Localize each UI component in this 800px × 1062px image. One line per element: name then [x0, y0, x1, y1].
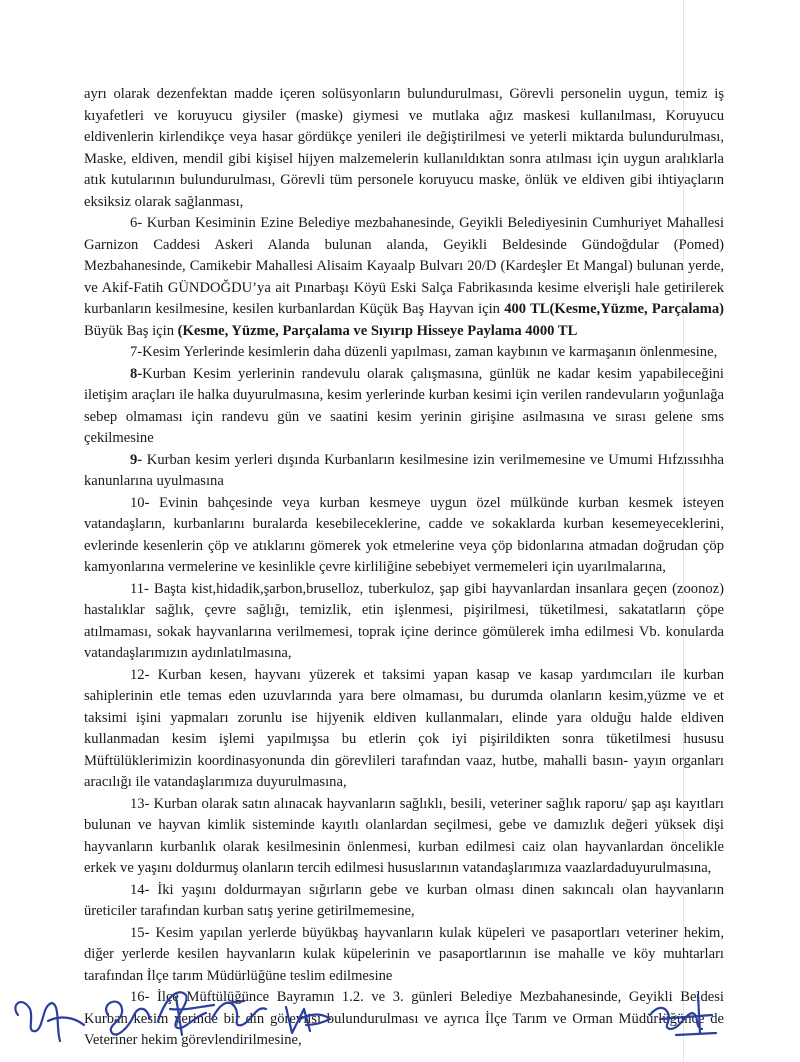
text-run: Kurban kesim yerleri dışında Kurbanların kesilmesine izin verilmemesine ve Umumi Hıfzıssıhha kanunlarına uyulmasına	[84, 451, 724, 489]
paragraph-item-9	[84, 450, 724, 493]
paragraph-item-13	[84, 794, 724, 880]
text-run: 15- Kesim yapılan yerlerde büyükbaş hayvanların kulak küpeleri ve pasaportları veteriner hekim, diğer yerlerde kesilen hayvanların kulak küpelerinin ve pasaportlarının ise mahalle ve köy muhtarları tarafından İlçe tarım Müdürlüğüne teslim edilmesine	[84, 924, 724, 984]
text-run: 6- Kurban Kesiminin Ezine Belediye mezbahanesinde, Geyikli Belediyesinin Cumhuriyet Mahallesi Garnizon Caddesi Askeri Alanda bulunan alanda, Geyikli Beldesinde Gündoğdular (Pomed) Mezbahanesinde, Camikebir Mahallesi Alisaim Kayaalp Bulvarı 20/D (Kardeşler Et Mangal) bulunan yerde, ve Akif-Fatih GÜNDOĞDU’ya ait Pınarbaşı Köyü Eski Salça Fabrikasında kesime elverişli hale getirilerek kurbanların kesilmesine, kesilen kurbanlardan Küçük Baş Hayvan için	[84, 215, 724, 317]
signature-3	[158, 992, 214, 1035]
text-run: Büyük Baş için	[84, 322, 178, 339]
document-body	[84, 84, 724, 1052]
signature-2	[106, 1002, 150, 1035]
paragraph-hygiene-continuation	[84, 84, 724, 213]
text-run: 12- Kurban kesen, hayvanı yüzerek et taksimi yapan kasap ve kasap yardımcıları ile kurban sahiplerinin etle temas eden uzuvlarında yara bere olmaması, bu durumda olanların kesim,yüzme ve et taksimi işini yapmaları zorunlu ise hijyenik eldiven kullanmaları, elinde yara olduğu halde eldiven kullanmadan kesim işlemi yapılmışsa bu etlerin çok iyi pişirildikten sonra tüketilmesi hususu Müftülüklerimizin koordinasyonunda din görevlileri tarafından vaaz, hutbe, mahalli basın- yayın organları aracılığı ile vatandaşlarımıza duyurulmasına,	[84, 666, 724, 790]
text-run: ayrı olarak dezenfektan madde içeren solüsyonların bulundurulması, Görevli personelin uygun, temiz iş kıyafetleri ve koruyucu giysiler (maske) giymesi ve mutlaka ağız maskesi kullanılması, Koruyucu eldivenlerin kirlendikçe veya hasar gördükçe yenileri ile değiştirilmesi ve yeterli miktarda bulundurulması, Maske, eldiven, mendil gibi kişisel hijyen malzemelerin kullanıldıktan sonra atılması için uygun aralıklarla atık kutularının bulundurulması, Görevli tüm personele koruyucu maske, önlük ve eldiven gibi ihtiyaçların eksiksiz olarak sağlanması,	[84, 86, 724, 210]
signature-6	[650, 995, 716, 1035]
paragraph-item-11	[84, 579, 724, 665]
paragraph-item-12	[84, 665, 724, 794]
bold-text-run: 9-	[130, 451, 143, 468]
paragraph-item-10	[84, 493, 724, 579]
handwritten-signatures	[0, 975, 800, 1055]
paragraph-item-8	[84, 364, 724, 450]
text-run: 13- Kurban olarak satın alınacak hayvanların sağlıklı, besili, veteriner sağlık raporu/ şap aşı kayıtları bulunan ve hayvan kimlik sisteminde kayıtlı olanlardan seçilmesi, gebe ve damızlık değeri yüksek dişi hayvanların kurbanlık olarak kesilmesinin önlenmesi, kurban edilmesi caiz olan hayvanlardan öncelikle erkek ve yaşını doldurmuş olanların tercih edilmesi hususlarının vatandaşlarımıza vaazlardaduyurulmasına,	[84, 795, 724, 876]
paragraph-item-7	[84, 342, 724, 364]
signature-area	[0, 975, 800, 1055]
signature-1	[15, 1002, 84, 1041]
paragraph-item-14	[84, 880, 724, 923]
bold-text-run: 400 TL(Kesme,Yüzme, Parçalama)	[504, 301, 724, 317]
paragraph-item-6	[84, 213, 724, 342]
text-run: 10- Evinin bahçesinde veya kurban kesmeye uygun özel mülkünde kurban kesmek isteyen vatandaşların, kurbanlarını buralarda kesebileceklerine, cadde ve sokaklarda kurban kesemeyeceklerini, evlerinde kesenlerin çöp ve atıklarını gömerek yok etmelerine veya çöp bidonlarına atmadan doğrudan çöp kamyonlarına vermelerine ve kesinlikle çevre kirliliğine sebebiyet vermemeleri için uyarılmalarına,	[84, 494, 724, 575]
text-run: 16- İlçe Müftülüğünce Bayramın 1.2. ve 3. günleri Belediye Mezbahanesinde, Geyikli Beldesi Kurban kesim yerinde bir din görevlisi bulundurulması ve ayrıca İlçe Tarım ve Orman Müdürlüğünce de Veteriner hekim görevlendirilmesine,	[84, 989, 724, 1048]
text-run: 11- Başta kist,hidadik,şarbon,bruselloz, tuberkuloz, şap gibi hayvanlardan insanlara geçen (zoonoz) hastalıklar sağlık, çevre sağlığı, temizlik, etin işlenmesi, pişirilmesi, tüketilmesi, sakatatların çöpe atılmaması, sokak hayvanlarına verilmemesi, toprak içine derince gömülerek imha edilmesi Vb. konularda vatandaşlarımızın aydınlatılmasına,	[84, 580, 724, 661]
signature-4	[212, 1001, 266, 1025]
bold-text-run: (Kesme, Yüzme, Parçalama ve Sıyırıp Hisseye Paylama 4000 TL	[177, 322, 578, 339]
text-run: 7-Kesim Yerlerinde kesimlerin daha düzenli yapılması, zaman kaybının ve karmaşanın önlenmesine,	[130, 344, 718, 360]
signature-5	[286, 1007, 330, 1033]
bold-text-run: 8-	[130, 365, 143, 382]
text-run: Kurban Kesim yerlerinin randevulu olarak çalışmasına, günlük ne kadar kesim yapabileceğini iletişim araçları ile halka duyurulmasına, kesim yerlerinde kurban kesimi için verilen randevuların yoğunlağa sebep olmaması için randevu gün ve saatini kesim yerinin girişine asılmasına ve sırası gelene sms çekilmesine	[84, 365, 724, 446]
text-run: 14- İki yaşını doldurmayan sığırların gebe ve kurban olması dinen sakıncalı olan hayvanların üreticiler tarafından kurban satış yerine getirilmemesine,	[84, 881, 724, 919]
